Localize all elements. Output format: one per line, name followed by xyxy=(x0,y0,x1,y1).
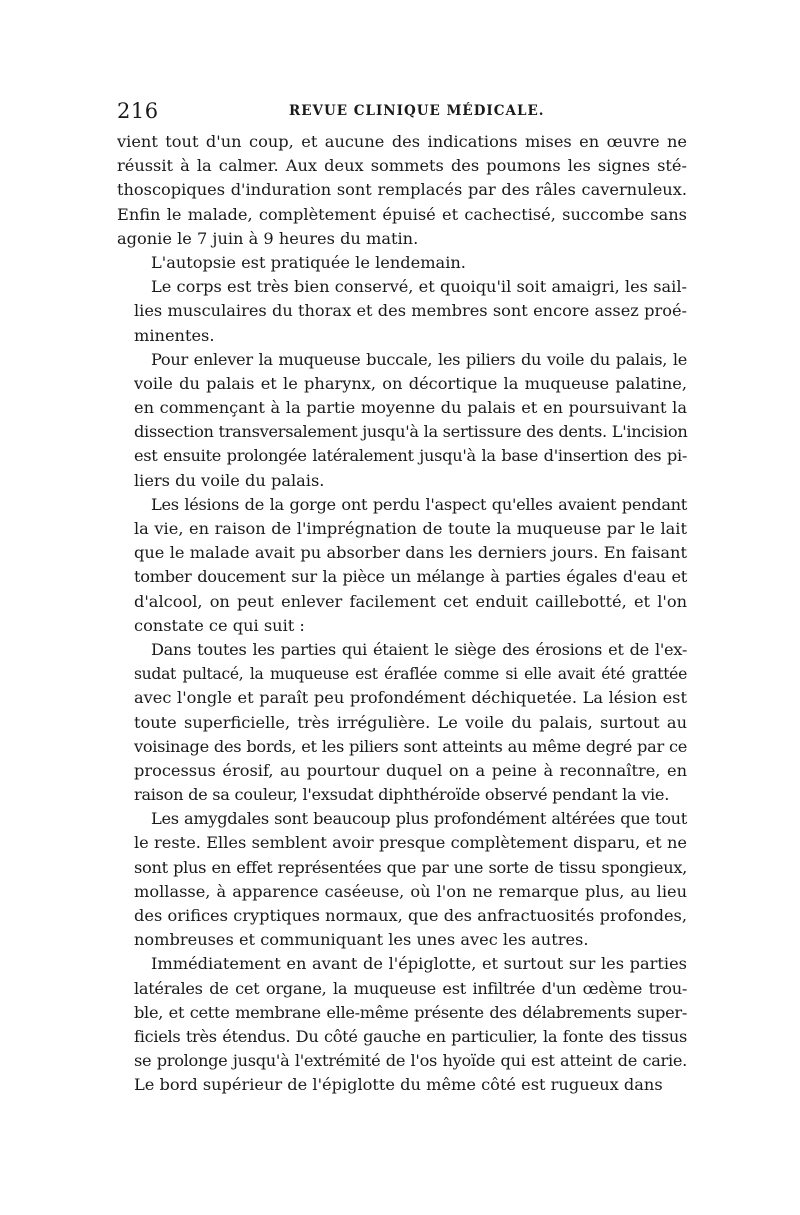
text-line: des orifices cryptiques normaux, que des anfractuosités profondes, xyxy=(134,906,687,925)
text-line: ficiels très étendus. Du côté gauche en particulier, la fonte des tissus xyxy=(134,1026,687,1046)
text-line: latérales de cet organe, la muqueuse est infiltrée d'un œdème trou- xyxy=(134,978,687,998)
text-line: vient tout d'un coup, et aucune des indications mises en œuvre ne xyxy=(117,132,687,151)
text-line: dissection transversalement jusqu'à la sertissure des dents. L'incision xyxy=(134,422,688,442)
text-line: thoscopiques d'induration sont remplacés par des râles cavernuleux. xyxy=(117,180,687,200)
text-line: réussit à la calmer. Aux deux sommets des poumons les signes sté- xyxy=(117,156,687,176)
text-line: minentes. xyxy=(134,325,215,345)
text-line: est ensuite prolongée latéralement jusqu'à la base d'insertion des pi- xyxy=(134,446,687,466)
text-line: liers du voile du palais. xyxy=(134,470,325,490)
paragraph xyxy=(117,130,687,251)
text-line: agonie le 7 juin à 9 heures du matin. xyxy=(117,228,419,248)
running-title: REVUE CLINIQUE MÉDICALE. xyxy=(289,103,545,119)
page-header xyxy=(117,96,687,126)
body-text xyxy=(117,130,687,1098)
paragraph xyxy=(117,275,687,348)
text-line: toute superficielle, très irrégulière. Le voile du palais, surtout au xyxy=(134,712,687,732)
text-line: voisinage des bords, et les piliers sont atteints au même degré par ce xyxy=(134,736,687,756)
text-line: L'autopsie est pratiquée le lendemain. xyxy=(151,252,466,272)
text-line: que le malade avait pu absorber dans les derniers jours. En faisant xyxy=(134,543,687,563)
text-line: la vie, en raison de l'imprégnation de toute la muqueuse par le lait xyxy=(134,519,687,538)
text-line: constate ce qui suit : xyxy=(134,615,305,635)
text-line: se prolonge jusqu'à l'extrémité de l'os hyoïde qui est atteint de carie. xyxy=(134,1051,687,1071)
text-line: le reste. Elles semblent avoir presque complètement disparu, et ne xyxy=(134,833,687,853)
text-line: Les amygdales sont beaucoup plus profondément altérées que tout xyxy=(151,809,687,829)
paragraph xyxy=(117,251,687,275)
text-line: sont plus en effet représentées que par une sorte de tissu spongieux, xyxy=(134,857,687,877)
text-line: d'alcool, on peut enlever facilement cet enduit caillebotté, et l'on xyxy=(134,591,687,611)
text-line: Immédiatement en avant de l'épiglotte, et surtout sur les parties xyxy=(151,954,687,974)
text-line: Dans toutes les parties qui étaient le siège des érosions et de l'ex- xyxy=(151,639,687,659)
text-line: raison de sa couleur, l'exsudat diphthéroïde observé pendant la vie. xyxy=(134,785,670,805)
paragraph xyxy=(117,493,687,638)
text-line: ble, et cette membrane elle-même présente des délabrements super- xyxy=(134,1002,687,1022)
text-line: Le corps est très bien conservé, et quoiqu'il soit amaigri, les sail- xyxy=(151,277,687,297)
text-line: Le bord supérieur de l'épiglotte du même côté est rugueux dans xyxy=(134,1075,663,1095)
text-line: Pour enlever la muqueuse buccale, les piliers du voile du palais, le xyxy=(151,349,687,369)
text-line: processus érosif, au pourtour duquel on a peine à reconnaître, en xyxy=(134,760,687,780)
text-line: en commençant à la partie moyenne du palais et en poursuivant la xyxy=(134,398,687,418)
text-line: sudat pultacé, la muqueuse est éraflée comme si elle avait été grattée xyxy=(134,665,687,684)
text-line: mollasse, à apparence caséeuse, où l'on ne remarque plus, au lieu xyxy=(134,881,687,901)
paragraph xyxy=(117,807,687,952)
paragraph xyxy=(117,348,687,493)
page-number: 216 xyxy=(117,99,159,123)
paragraph xyxy=(117,638,687,807)
text-line: tomber doucement sur la pièce un mélange à parties égales d'eau et xyxy=(134,567,687,587)
paragraph xyxy=(117,952,687,1097)
text-line: Les lésions de la gorge ont perdu l'aspect qu'elles avaient pendant xyxy=(151,494,687,514)
text-line: voile du palais et le pharynx, on décortique la muqueuse palatine, xyxy=(134,373,687,393)
text-line: nombreuses et communiquant les unes avec les autres. xyxy=(134,930,589,950)
text-line: Enfin le malade, complètement épuisé et cachectisé, succombe sans xyxy=(117,204,687,224)
text-line: lies musculaires du thorax et des membres sont encore assez proé- xyxy=(134,301,687,321)
text-line: avec l'ongle et paraît peu profondément déchiquetée. La lésion est xyxy=(134,688,687,708)
